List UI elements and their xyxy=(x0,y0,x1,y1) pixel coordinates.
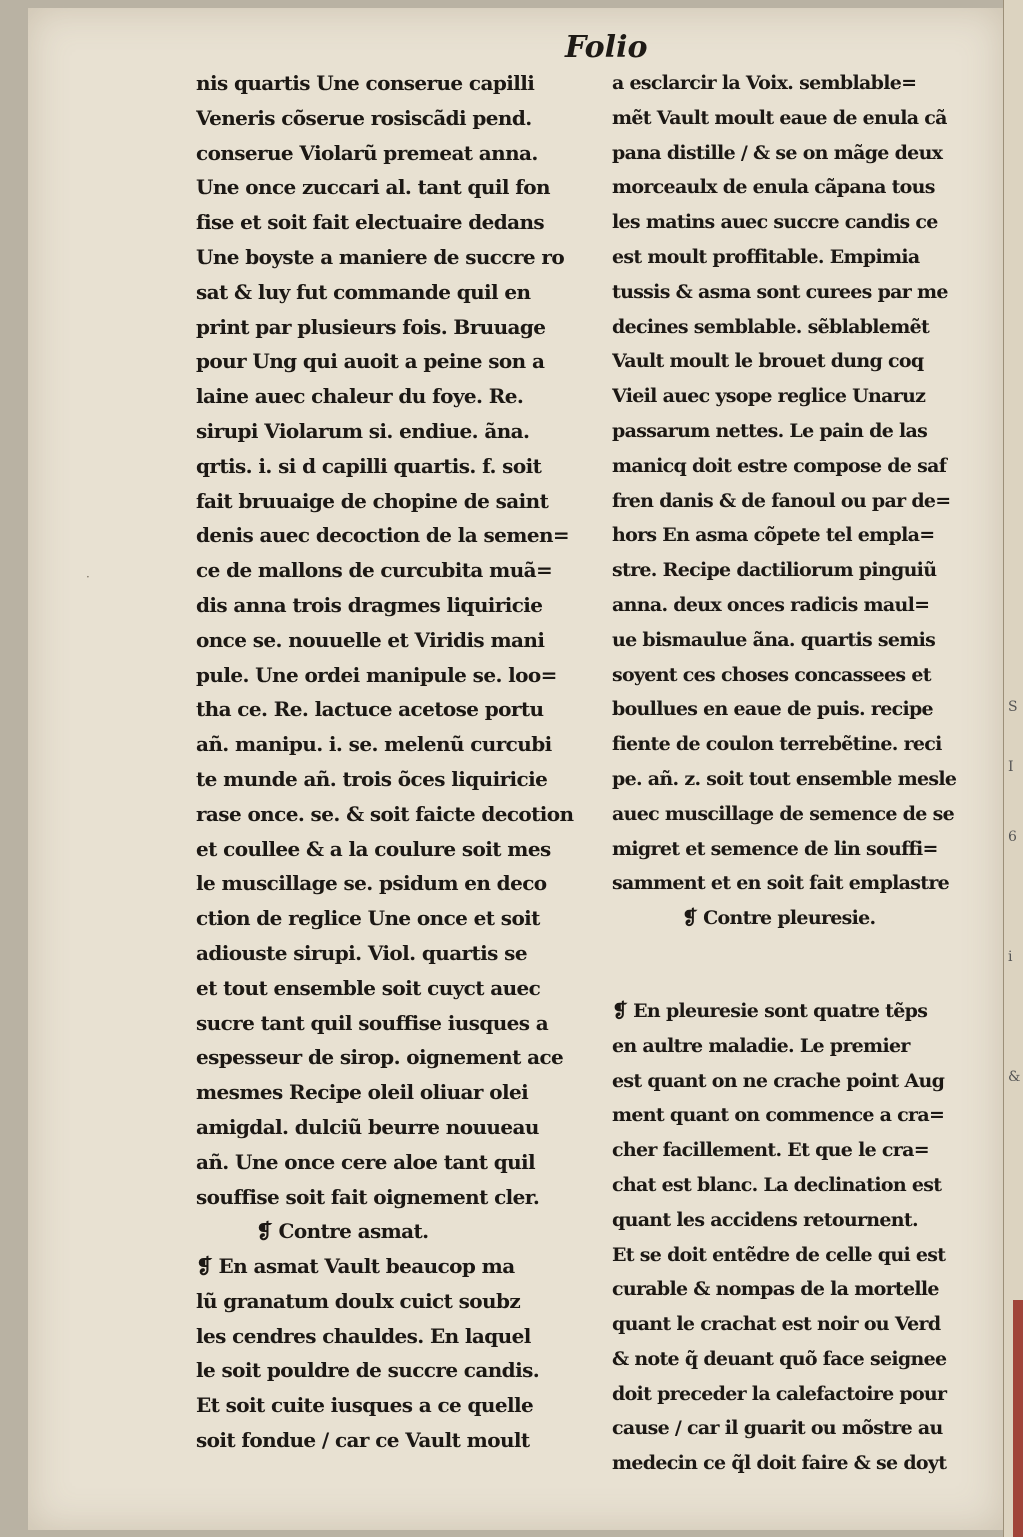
text-line: mẽt Vault moult eaue de enula cã xyxy=(612,106,947,129)
left-text-column xyxy=(196,66,588,1458)
text-line: dis anna trois dragmes liquiricie xyxy=(196,592,543,617)
text-line: fiente de coulon terrebẽtine. reci xyxy=(612,733,942,756)
edge-fragment: S xyxy=(1008,699,1018,715)
text-line: once se. nouuelle et Viridis mani xyxy=(196,627,545,652)
text-line: fren danis & de fanoul ou par de= xyxy=(612,489,951,512)
text-line: et tout ensemble soit cuyct auec xyxy=(196,975,541,1000)
text-line: souffise soit fait oignement cler. xyxy=(196,1184,540,1209)
text-line: print par plusieurs fois. Bruuage xyxy=(196,314,546,339)
text-line: quant le crachat est noir ou Verd xyxy=(612,1313,941,1336)
text-line: les matins auec succre candis ce xyxy=(612,211,938,234)
text-line: ❡ En pleuresie sont quatre tẽps xyxy=(612,999,928,1022)
text-line: manicq doit estre compose de saf xyxy=(612,454,947,477)
text-line: ce de mallons de curcubita muã= xyxy=(196,558,553,583)
text-line: tha ce. Re. lactuce acetose portu xyxy=(196,697,544,722)
text-line: le muscillage se. psidum en deco xyxy=(196,871,547,896)
text-line: quant les accidens retournent. xyxy=(612,1208,918,1231)
text-line: rase once. se. & soit faicte decotion xyxy=(196,801,574,826)
text-line: fait bruuaige de chopine de saint xyxy=(196,488,549,513)
text-line: Et soit cuite iusques a ce quelle xyxy=(196,1393,534,1418)
text-line: est moult proffitable. Empimia xyxy=(612,245,920,268)
text-line: denis auec decoction de la semen= xyxy=(196,523,570,548)
text-line: migret et semence de lin souffi= xyxy=(612,837,938,860)
text-line: sat & luy fut commande quil en xyxy=(196,279,531,304)
text-line: pour Ung qui auoit a peine son a xyxy=(196,349,545,374)
text-line: doit preceder la calefactoire pour xyxy=(612,1382,947,1405)
edge-fragment: I xyxy=(1008,759,1014,775)
text-line: sucre tant quil souffise iusques a xyxy=(196,1010,549,1035)
text-line: cause / car il guarit ou mõstre au xyxy=(612,1417,943,1440)
paper-speck: · xyxy=(86,570,90,584)
text-line: lũ granatum doulx cuict soubz xyxy=(196,1288,521,1313)
text-line: qrtis. i. si d capilli quartis. f. soit xyxy=(196,453,542,478)
text-line: pule. Une ordei manipule se. loo= xyxy=(196,662,557,687)
text-line: Une once zuccari al. tant quil fon xyxy=(196,175,550,200)
text-line: espesseur de sirop. oignement ace xyxy=(196,1045,564,1070)
paragraph-gap xyxy=(612,936,990,994)
text-line: ment quant on commence a cra= xyxy=(612,1104,945,1127)
text-line: en aultre maladie. Le premier xyxy=(612,1034,910,1057)
text-line: tussis & asma sont curees par me xyxy=(612,280,948,303)
text-line: a esclarcir la Voix. semblable= xyxy=(612,72,917,94)
text-line: Et se doit entẽdre de celle qui est xyxy=(612,1243,946,1266)
text-line: Vault moult le brouet dung coq xyxy=(612,350,924,373)
edge-fragment: & xyxy=(1008,1069,1021,1085)
text-line: samment et en soit fait emplastre xyxy=(612,872,950,895)
text-line: mesmes Recipe oleil oliuar olei xyxy=(196,1080,529,1105)
text-line: ue bismaulue ãna. quartis semis xyxy=(612,628,936,651)
edge-fragment: 6 xyxy=(1008,829,1017,845)
right-text-column xyxy=(612,66,990,1481)
text-line: sirupi Violarum si. endiue. ãna. xyxy=(196,418,530,443)
text-line: auec muscillage de semence de se xyxy=(612,802,954,825)
text-line: amigdal. dulciũ beurre nouueau xyxy=(196,1114,539,1139)
text-line: te munde añ. trois õces liquiricie xyxy=(196,766,548,791)
text-line: añ. manipu. i. se. melenũ curcubi xyxy=(196,732,552,757)
section-heading-contre-pleuresie: ❡ Contre pleuresie. xyxy=(682,907,876,930)
text-line: Vieil auec ysope reglice Unaruz xyxy=(612,385,926,408)
text-line: Une boyste a maniere de succre ro xyxy=(196,244,565,269)
text-line: conserue Violarũ premeat anna. xyxy=(196,140,538,165)
text-line: pe. añ. z. soit tout ensemble mesle xyxy=(612,767,957,790)
text-line: chat est blanc. La declination est xyxy=(612,1173,942,1196)
text-line: ction de reglice Une once et soit xyxy=(196,906,540,931)
text-line: & note q̃ deuant quõ face seignee xyxy=(612,1347,947,1370)
text-line: medecin ce q̃l doit faire & se doyt xyxy=(612,1452,947,1475)
text-line: añ. Une once cere aloe tant quil xyxy=(196,1149,536,1174)
section-heading-contre-asmat: ❡ Contre asmat. xyxy=(256,1219,429,1244)
text-line: soit fondue / car ce Vault moult xyxy=(196,1428,530,1453)
text-line: est quant on ne crache point Aug xyxy=(612,1069,945,1092)
text-line: nis quartis Une conserue capilli xyxy=(196,71,535,95)
folio-header: Folio xyxy=(565,30,648,65)
edge-fragment: i xyxy=(1008,949,1013,965)
text-line: anna. deux onces radicis maul= xyxy=(612,593,930,616)
text-line: adiouste sirupi. Viol. quartis se xyxy=(196,940,527,965)
text-line: le soit pouldre de succre candis. xyxy=(196,1358,540,1383)
text-line: passarum nettes. Le pain de las xyxy=(612,419,928,442)
text-line: curable & nompas de la mortelle xyxy=(612,1278,939,1301)
text-line: morceaulx de enula cãpana tous xyxy=(612,176,935,199)
text-line: fise et soit fait electuaire dedans xyxy=(196,210,545,235)
text-line: soyent ces choses concassees et xyxy=(612,663,931,686)
red-binding-edge xyxy=(1013,1300,1023,1537)
text-line: Veneris cõserue rosiscãdi pend. xyxy=(196,105,532,130)
text-line: laine auec chaleur du foye. Re. xyxy=(196,384,524,409)
text-line: et coullee & a la coulure soit mes xyxy=(196,836,551,861)
text-line: stre. Recipe dactiliorum pinguiũ xyxy=(612,559,937,582)
text-line: cher facillement. Et que le cra= xyxy=(612,1139,929,1162)
text-line: les cendres chauldes. En laquel xyxy=(196,1323,531,1348)
text-line: ❡ En asmat Vault beaucop ma xyxy=(196,1254,515,1279)
text-line: pana distille / & se on mãge deux xyxy=(612,141,943,164)
text-line: boullues en eaue de puis. recipe xyxy=(612,698,933,721)
text-line: decines semblable. sẽblablemẽt xyxy=(612,315,930,338)
text-line: hors En asma cõpete tel empla= xyxy=(612,524,935,547)
